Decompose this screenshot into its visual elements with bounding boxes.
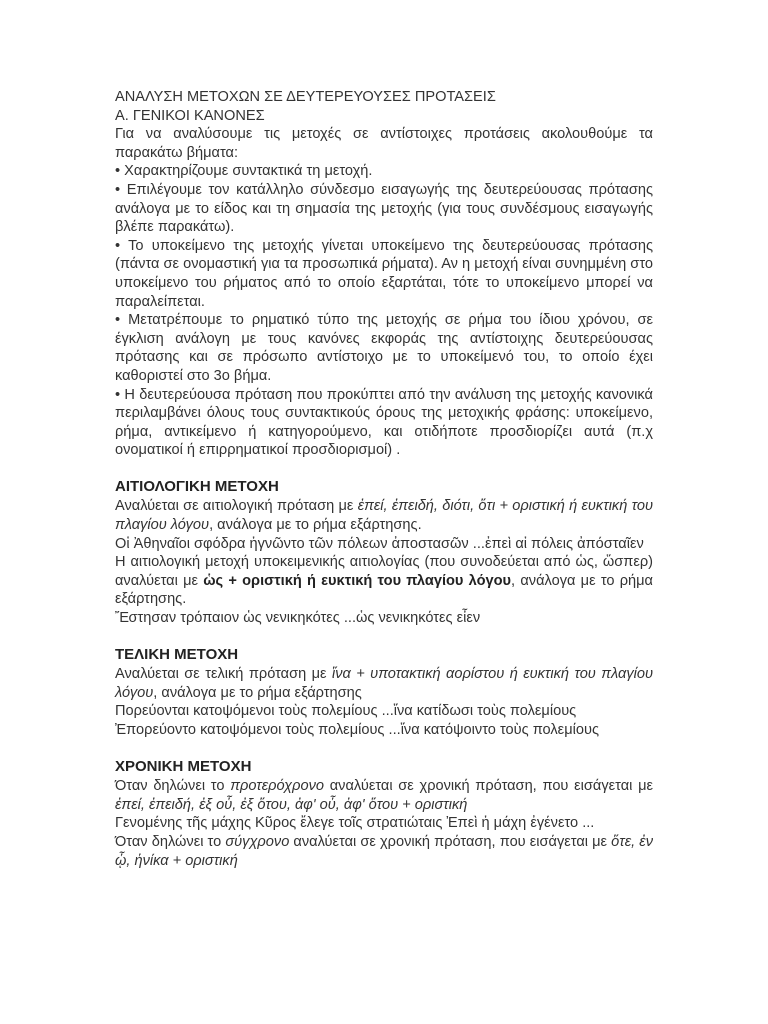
causal-heading: ΑΙΤΙΟΛΟΓΙΚΗ ΜΕΤΟΧΗ xyxy=(115,477,279,495)
intro-paragraph: Για να αναλύσουμε τις μετοχές σε αντίστοιχες προτάσεις ακολουθούμε τα παρακάτω βήματα: xyxy=(115,126,653,161)
causal-example-1: Οἱ Ἀθηναῖοι σφόδρα ἠγνῶντο τῶν πόλεων ἀποστασῶν ...ἐπεὶ αἱ πόλεις ἀπόσταῖεν xyxy=(115,535,644,552)
temporal-rule-1: Όταν δηλώνει το προτερόχρονο αναλύεται σε χρονική πρόταση, που εισάγεται με ἐπεί, ἐπειδή, ἐξ οὗ, ἐξ ὅτου, ἀφ' οὗ, ἀφ' ὅτου + οριστική xyxy=(115,778,654,813)
causal-example-2: Ἔστησαν τρόπαιον ὡς νενικηκότες ...ὡς νενικηκότες εἶεν xyxy=(115,610,481,627)
final-example-2: Ἐπορεύοντο κατοψόμενοι τοὺς πολεμίους ...ἵνα κατόψοιντο τοὺς πολεμίους xyxy=(115,722,599,738)
section-a-title: Α. ΓΕΝΙΚΟΙ ΚΑΝΟΝΕΣ xyxy=(115,107,265,124)
causal-rule: Αναλύεται σε αιτιολογική πρόταση με ἐπεί, ἐπειδή, διότι, ὅτι + οριστική ή ευκτική του πλαγίου λόγου, ανάλογα με το ρήμα εξάρτησης. xyxy=(115,498,653,534)
final-example-1: Πορεύονται κατοψόμενοι τοὺς πολεμίους ...ἵνα κατίδωσι τοὺς πολεμίους xyxy=(115,703,577,720)
final-heading: ΤΕΛΙΚΗ ΜΕΤΟΧΗ xyxy=(115,645,239,663)
step-5: • Η δευτερεύουσα πρόταση που προκύπτει από την ανάλυση της μετοχής κανονικά περιλαμβάνει όλους τους συντακτικούς όρους της μετοχικής φράσης: υποκείμενο, ρήμα, αντικείμενο ή κατηγορούμενο, και οτιδήποτε προσδιορίζει αυτά (π.χ ονοματικοί ή επιρρηματικοί προσδιορισμοί) . xyxy=(115,386,653,459)
step-1: • Χαρακτηρίζουμε συντακτικά τη μετοχή. xyxy=(115,163,373,180)
document-title: ΑΝΑΛΥΣΗ ΜΕΤΟΧΩΝ ΣΕ ΔΕΥΤΕΡΕΥΟΥΣΕΣ ΠΡΟΤΑΣΕΙΣ xyxy=(115,89,496,105)
document-page xyxy=(115,88,653,870)
temporal-heading: ΧΡΟΝΙΚΗ ΜΕΤΟΧΗ xyxy=(115,757,252,775)
step-4: • Μετατρέπουμε το ρηματικό τύπο της μετοχής σε ρήμα του ίδιου χρόνου, σε έγκλιση ανάλογη με τους κανόνες εκφοράς της αντίστοιχης δευτερεύουσας πρότασης και σε πρόσωπο αντίστοιχο με το υποκείμενό του, το οποίο έχει καθοριστεί στο 3ο βήμα. xyxy=(115,312,653,384)
temporal-rule-2: Όταν δηλώνει το σύγχρονο αναλύεται σε χρονική πρόταση, που εισάγεται με ὅτε, ἐν ᾧ, ἡνίκα + οριστική xyxy=(115,833,654,869)
step-3: • Το υποκείμενο της μετοχής γίνεται υποκείμενο της δευτερεύουσας πρότασης (πάντα σε ονομαστική για τα προσωπικά ρήματα). Αν η μετοχή είναι συνημμένη στο υποκείμενο του ρήματος από το οποίο εξαρτάται, τότε το υποκείμενο μπορεί να παραλείπεται. xyxy=(115,237,653,310)
causal-subjective-rule: Η αιτιολογική μετοχή υποκειμενικής αιτιολογίας (που συνοδεύεται από ὡς, ὥσπερ) αναλύεται με ὡς + οριστική ή ευκτική του πλαγίου λόγου, ανάλογα με το ρήμα εξάρτησης. xyxy=(115,554,653,608)
temporal-example-1: Γενομένης τῆς μάχης Κῦρος ἔλεγε τοῖς στρατιώταις Ἐπεὶ ἡ μάχη ἐγένετο ... xyxy=(115,815,595,832)
final-rule: Αναλύεται σε τελική πρόταση με ἵνα + υποτακτική αορίστου ή ευκτική του πλαγίου λόγου, ανάλογα με το ρήμα εξάρτησης xyxy=(115,666,653,701)
step-2: • Επιλέγουμε τον κατάλληλο σύνδεσμο εισαγωγής της δευτερεύουσας πρότασης ανάλογα με το είδος και τη σημασία της μετοχής (για τους συνδέσμους εισαγωγής βλέπε παρακάτω). xyxy=(115,181,653,236)
